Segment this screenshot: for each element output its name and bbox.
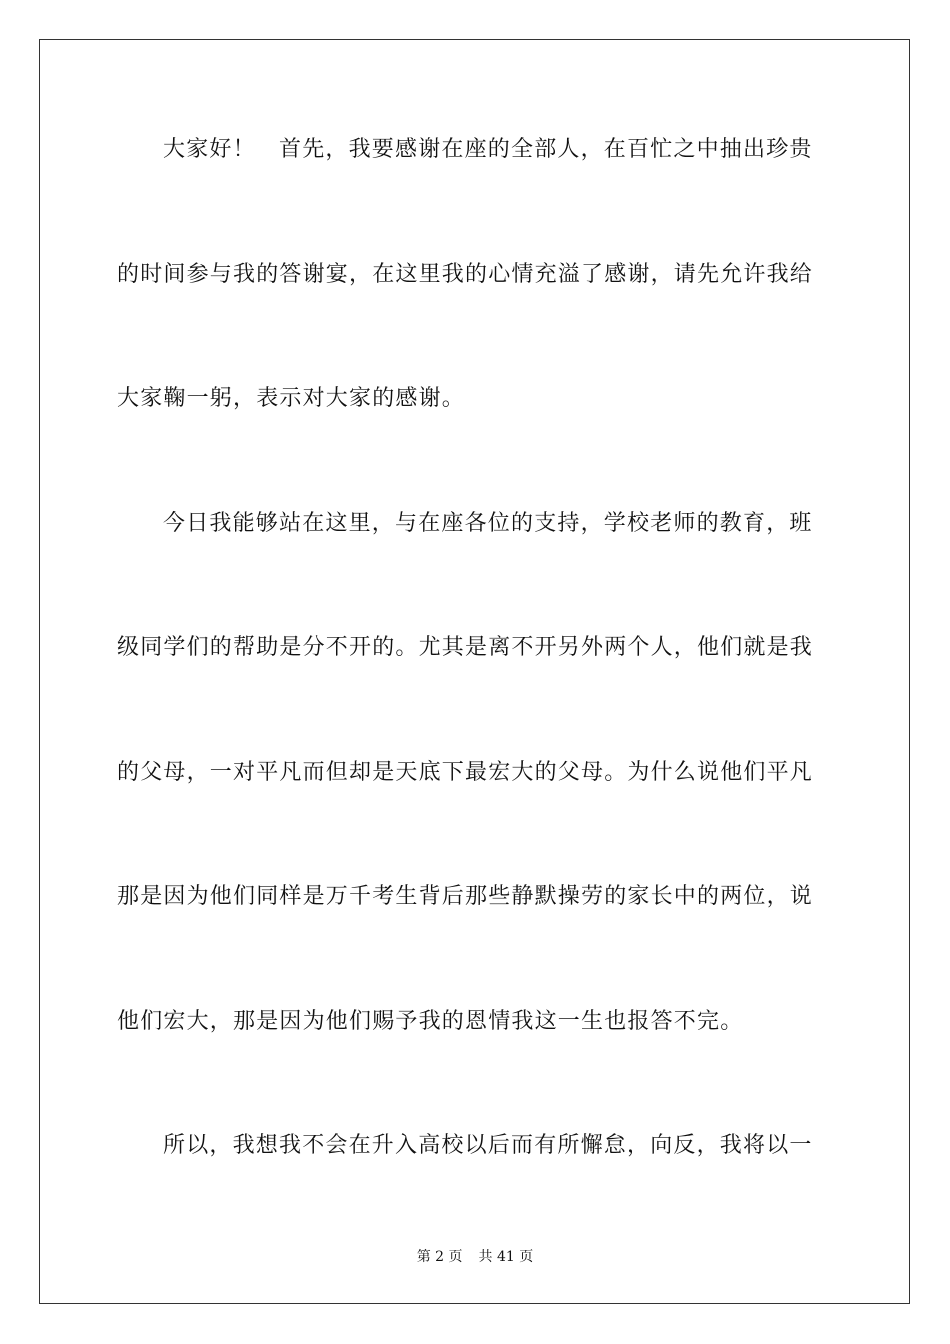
page-number: 第 2 页 — [416, 1249, 463, 1265]
paragraph-2-line-3: 的父母，一对平凡而但却是天底下最宏大的父母。为什么说他们平凡 — [117, 760, 814, 785]
paragraph-2-line-2: 级同学们的帮助是分不开的。尤其是离不开另外两个人，他们就是我 — [117, 635, 814, 660]
paragraph-2-line-1: 今日我能够站在这里，与在座各位的支持，学校老师的教育，班 — [163, 511, 813, 536]
page-footer — [0, 1248, 950, 1266]
paragraph-3-line-1: 所以，我想我不会在升入高校以后而有所懈怠，向反，我将以一 — [163, 1133, 813, 1158]
paragraph-1-line-3: 大家鞠一躬，表示对大家的感谢。 — [117, 386, 466, 411]
paragraph-1-line-2: 的时间参与我的答谢宴，在这里我的心情充溢了感谢，请先允许我给 — [117, 262, 814, 287]
paragraph-2-line-4: 那是因为他们同样是万千考生背后那些静默操劳的家长中的两位，说 — [117, 884, 814, 909]
paragraph-2-line-5: 他们宏大，那是因为他们赐予我的恩情我这一生也报答不完。 — [117, 1009, 744, 1034]
page-total: 共 41 页 — [478, 1249, 534, 1265]
page-border — [39, 39, 910, 1304]
paragraph-1-line-1: 大家好！ 首先，我要感谢在座的全部人，在百忙之中抽出珍贵 — [163, 137, 813, 162]
